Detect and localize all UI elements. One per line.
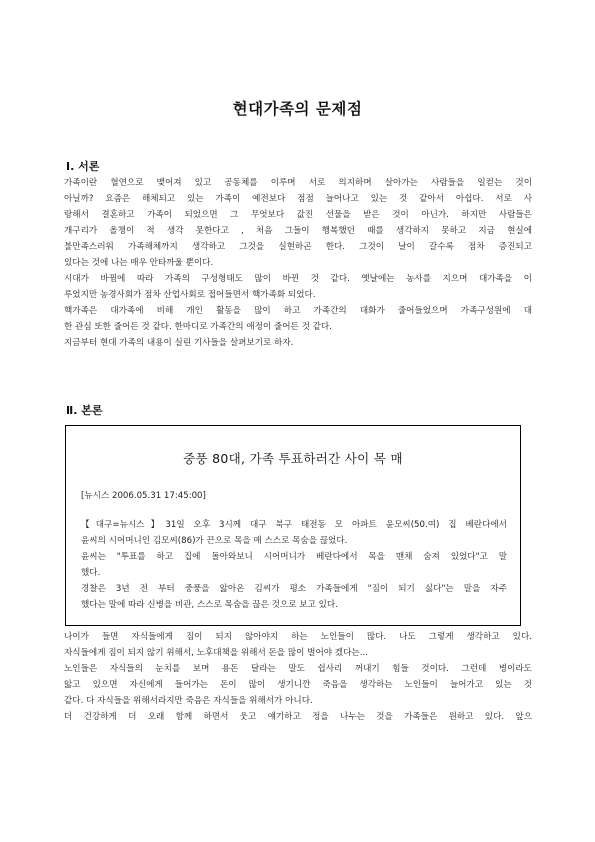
body-paragraph <box>64 629 532 725</box>
article-line: 【대구=뉴시스】31일 오후 3시께 대구 북구 태전동 모 아파트 윤모씨(50.여) 집 베란다에서 <box>81 520 507 530</box>
text-line: 가족이란 혈연으로 맺어져 있고 공동체를 이루며 서로 의지하며 살아가는 사람들을 일컫는 것이 <box>64 178 532 188</box>
article-body <box>81 517 507 613</box>
text-line: 한 관심 또한 줄어든 것 같다. 한마디로 가족간의 애정이 줄어든 것 같다. <box>64 322 332 332</box>
article-line: 했다. <box>81 568 101 578</box>
text-line: 랑해서 결혼하고 가족이 되었으면 그 무엇보다 값진 선물을 받은 것이 아닌가. 하지만 사람들은 <box>64 210 532 220</box>
document-title: 현대가족의 문제점 <box>232 99 363 118</box>
article-headline: 중풍 80대, 가족 투표하러간 사이 목 매 <box>183 451 403 466</box>
text-line: 나이가 들면 자식들에게 짐이 되지 않아야지 하는 노인들이 많다. 나도 그렇게 생각하고 있다. <box>64 632 532 642</box>
text-line: 루었지만 농경사회가 점차 산업사회로 접어들면서 핵가족화 되었다. <box>64 290 316 300</box>
text-line: 불만족스러워 가족해체까지 생각하고 그것을 실현하곤 한다. 그것이 날이 갈수록 점차 증진되고 <box>64 242 532 252</box>
article-line: 윤씨의 시어머니인 김모씨(86)가 끈으로 목을 매 스스로 목숨을 끊었다. <box>81 536 348 546</box>
intro-paragraph <box>64 175 532 351</box>
text-line: 있다는 것에 나는 매우 안타까울 뿐이다. <box>64 258 214 268</box>
text-line: 더 건강하게 더 오래 함께 하면서 웃고 얘기하고 정을 나누는 것을 가족들은 원하고 있다. 앞으 <box>64 712 532 722</box>
text-line: 핵가족은 대가족에 비해 개인 활동을 많이 하고 가족간의 대화가 줄어들었으며 가족구성원에 대 <box>64 306 532 316</box>
article-source-date: [뉴시스 2006.05.31 17:45:00] <box>81 491 206 501</box>
text-line: 시대가 바뀜에 따라 가족의 구성형태도 많이 바뀐 것 같다. 옛날에는 농사를 지으며 대가족을 이 <box>64 274 532 284</box>
section-heading-body: Ⅱ. 본론 <box>66 404 103 417</box>
article-line: 했다는 말에 따라 신병을 비관, 스스로 목숨을 끊은 것으로 보고 있다. <box>81 600 338 610</box>
section-heading-intro: Ⅰ. 서론 <box>66 160 100 173</box>
news-article-box <box>65 425 521 626</box>
text-line: 노인들은 자식들의 눈치를 보며 용돈 달라는 말도 쉽사리 꺼내기 힘들 것이다. 그런데 병이라도 <box>64 664 532 674</box>
text-line: 개구리가 올챙이 적 생각 못한다고 , 처음 그들이 행복했던 때를 생각하지 못하고 지금 현실에 <box>64 226 532 236</box>
text-line: 자식들에게 짐이 되지 않기 위해서, 노후대책을 위해서 돈을 많이 벌어야 겠다는... <box>64 648 368 658</box>
text-line: 같다. 다 자식들을 위해서라지만 죽음은 자식들을 위해서가 아니다. <box>64 696 313 706</box>
text-line: 지금부터 현대 가족의 내용이 실린 기사들을 살펴보기로 하자. <box>64 338 294 348</box>
text-line: 아닐까? 요즘은 해체되고 있는 가족이 예전보다 점점 늘어나고 있는 것 같아서 아쉽다. 서로 사 <box>64 194 532 204</box>
article-line: 경찰은 3년 전 부터 중풍을 앓아온 김씨가 평소 가족들에게 "짐이 되기 싫다"는 말을 자주 <box>81 584 507 594</box>
text-line: 앓고 있으면 자신에게 들어가는 돈이 많이 생기니깐 죽음을 생각하는 노인들이 늘어가고 있는 것 <box>64 680 532 690</box>
article-line: 윤씨는 "투표를 하고 집에 돌아와보니 시어머니가 베란다에서 목을 맨채 숨져 있었다"고 말 <box>81 552 507 562</box>
